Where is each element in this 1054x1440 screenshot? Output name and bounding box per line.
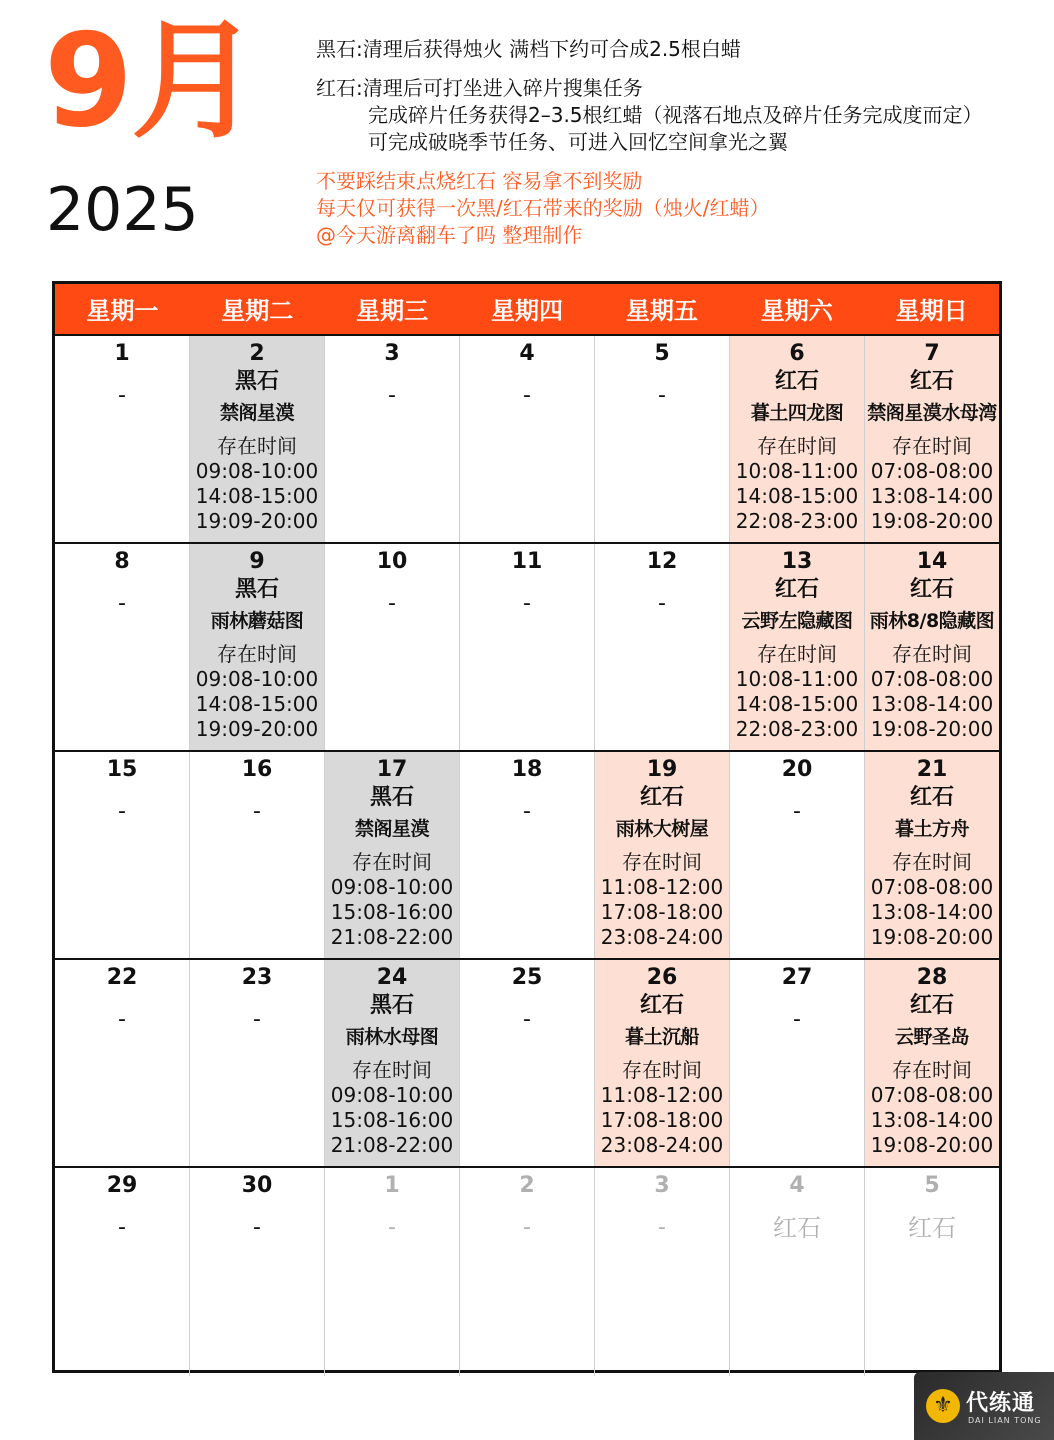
note-warning: 不要踩结束点烧红石 容易拿不到奖励 <box>316 169 643 193</box>
day-number: 29 <box>106 1173 138 1198</box>
day-cell <box>460 752 595 958</box>
time-slot: 07:08-08:00 <box>870 667 994 691</box>
day-cell <box>325 336 460 542</box>
weekday-header-cell: 星期一 <box>86 297 159 325</box>
day-cell <box>595 1168 730 1376</box>
day-number: 12 <box>646 549 678 574</box>
time-slot: 15:08-16:00 <box>330 900 454 924</box>
day-number: 13 <box>781 549 813 574</box>
day-number: 4 <box>789 1173 805 1198</box>
time-label: 存在时间 <box>217 434 297 458</box>
day-number: 20 <box>781 757 813 782</box>
day-cell <box>325 960 460 1166</box>
stone-type: 红石 <box>909 577 954 602</box>
empty-dash: - <box>523 1007 531 1032</box>
time-label: 存在时间 <box>892 434 972 458</box>
time-slot: 22:08-23:00 <box>735 509 859 533</box>
time-slot: 19:09-20:00 <box>195 509 319 533</box>
time-slot: 11:08-12:00 <box>600 875 724 899</box>
time-slot: 13:08-14:00 <box>870 1108 994 1132</box>
time-slot: 13:08-14:00 <box>870 900 994 924</box>
day-number: 5 <box>924 1173 940 1198</box>
time-slot: 13:08-14:00 <box>870 692 994 716</box>
stone-type: 黑石 <box>234 369 279 394</box>
stone-type: 红石 <box>909 993 954 1018</box>
day-number: 1 <box>384 1173 400 1198</box>
empty-dash: - <box>253 799 261 824</box>
empty-dash: - <box>793 1007 801 1032</box>
stone-location: 暮土沉船 <box>624 1026 699 1048</box>
weekday-header <box>55 284 999 336</box>
month-title: 9月 <box>44 7 258 156</box>
time-slot: 09:08-10:00 <box>330 875 454 899</box>
time-slot: 07:08-08:00 <box>870 1083 994 1107</box>
empty-dash: - <box>253 1215 261 1240</box>
day-number: 21 <box>916 757 948 782</box>
empty-dash: - <box>118 1215 126 1240</box>
day-number: 6 <box>789 341 805 366</box>
note-credit: @今天游离翻车了吗 整理制作 <box>316 223 583 247</box>
time-slot: 19:08-20:00 <box>870 1133 994 1157</box>
day-cell <box>595 544 730 750</box>
empty-dash: - <box>118 383 126 408</box>
day-number: 2 <box>249 341 265 366</box>
stone-type: 红石 <box>773 1214 821 1242</box>
time-slot: 10:08-11:00 <box>735 459 859 483</box>
time-slot: 07:08-08:00 <box>870 459 994 483</box>
day-number: 3 <box>384 341 400 366</box>
day-number: 11 <box>511 549 543 574</box>
stone-location: 云野左隐藏图 <box>741 610 853 632</box>
day-number: 22 <box>106 965 138 990</box>
week-row <box>55 960 999 1168</box>
empty-dash: - <box>118 591 126 616</box>
empty-dash: - <box>118 1007 126 1032</box>
stone-type: 红石 <box>639 993 684 1018</box>
day-cell <box>55 960 190 1166</box>
time-slot: 14:08-15:00 <box>735 484 859 508</box>
time-slot: 09:08-10:00 <box>195 667 319 691</box>
note-red-stone-reward: 完成碎片任务获得2–3.5根红蜡（视落石地点及碎片任务完成度而定） <box>368 103 983 127</box>
stone-type: 红石 <box>909 369 954 394</box>
stone-location: 雨林8/8隐藏图 <box>869 610 995 632</box>
day-number: 1 <box>114 341 130 366</box>
calendar-weeks <box>55 336 999 1376</box>
weekday-header-cell: 星期三 <box>356 297 429 325</box>
empty-dash: - <box>118 799 126 824</box>
stone-location: 雨林大树屋 <box>615 818 709 840</box>
day-number: 4 <box>519 341 535 366</box>
empty-dash: - <box>523 1215 531 1240</box>
note-black-stone: 黑石:清理后获得烛火 满档下约可合成2.5根白蜡 <box>316 37 741 61</box>
time-label: 存在时间 <box>892 1058 972 1082</box>
time-label: 存在时间 <box>757 642 837 666</box>
time-slot: 13:08-14:00 <box>870 484 994 508</box>
weekday-header-cell: 星期五 <box>625 297 698 325</box>
time-slot: 14:08-15:00 <box>195 484 319 508</box>
time-label: 存在时间 <box>757 434 837 458</box>
stone-location: 雨林蘑菇图 <box>210 610 304 632</box>
week-row <box>55 336 999 544</box>
time-label: 存在时间 <box>352 1058 432 1082</box>
day-cell <box>865 752 999 958</box>
stone-type: 红石 <box>909 785 954 810</box>
time-slot: 19:09-20:00 <box>195 717 319 741</box>
stone-type: 黑石 <box>369 993 414 1018</box>
time-slot: 23:08-24:00 <box>600 925 724 949</box>
stone-type: 红石 <box>774 369 819 394</box>
day-cell <box>730 960 865 1166</box>
note-daily-limit: 每天仅可获得一次黑/红石带来的奖励（烛火/红蜡） <box>316 196 770 220</box>
time-slot: 22:08-23:00 <box>735 717 859 741</box>
weekday-header-cell: 星期日 <box>895 297 968 325</box>
empty-dash: - <box>658 383 666 408</box>
stone-type: 红石 <box>639 785 684 810</box>
day-number: 7 <box>924 341 940 366</box>
day-cell <box>865 336 999 542</box>
stone-type: 红石 <box>774 577 819 602</box>
empty-dash: - <box>658 591 666 616</box>
notes-panel <box>316 36 983 249</box>
day-cell <box>730 544 865 750</box>
day-cell <box>460 1168 595 1376</box>
week-row <box>55 752 999 960</box>
time-slot: 19:08-20:00 <box>870 717 994 741</box>
time-slot: 17:08-18:00 <box>600 1108 724 1132</box>
day-number: 10 <box>376 549 408 574</box>
time-label: 存在时间 <box>892 850 972 874</box>
day-number: 27 <box>781 965 813 990</box>
year-title: 2025 <box>46 175 199 245</box>
stone-type: 黑石 <box>234 577 279 602</box>
day-number: 28 <box>916 965 948 990</box>
day-number: 30 <box>241 1173 273 1198</box>
day-cell <box>595 960 730 1166</box>
day-number: 18 <box>511 757 543 782</box>
empty-dash: - <box>253 1007 261 1032</box>
empty-dash: - <box>388 383 396 408</box>
time-slot: 10:08-11:00 <box>735 667 859 691</box>
empty-dash: - <box>793 799 801 824</box>
day-number: 23 <box>241 965 273 990</box>
day-number: 25 <box>511 965 543 990</box>
day-cell <box>595 336 730 542</box>
day-number: 14 <box>916 549 948 574</box>
note-red-stone: 红石:清理后可打坐进入碎片搜集任务 <box>316 76 643 100</box>
day-number: 15 <box>106 757 138 782</box>
brand-emblem-icon: ⚜ <box>926 1389 960 1423</box>
stone-location: 暮土四龙图 <box>750 402 844 424</box>
day-cell <box>730 1168 865 1376</box>
time-label: 存在时间 <box>622 1058 702 1082</box>
day-cell <box>460 544 595 750</box>
time-slot: 09:08-10:00 <box>330 1083 454 1107</box>
stone-location: 禁阁星漠水母湾 <box>867 402 997 424</box>
time-slot: 14:08-15:00 <box>735 692 859 716</box>
day-cell <box>190 752 325 958</box>
time-slot: 14:08-15:00 <box>195 692 319 716</box>
empty-dash: - <box>523 383 531 408</box>
day-cell <box>865 544 999 750</box>
day-cell <box>55 1168 190 1376</box>
empty-dash: - <box>388 591 396 616</box>
time-slot: 23:08-24:00 <box>600 1133 724 1157</box>
time-label: 存在时间 <box>622 850 702 874</box>
day-number: 26 <box>646 965 678 990</box>
stone-type: 黑石 <box>369 785 414 810</box>
weekday-header-cell: 星期二 <box>221 297 294 325</box>
stone-location: 雨林水母图 <box>345 1026 439 1048</box>
stone-type: 红石 <box>908 1214 956 1242</box>
week-row <box>55 1168 999 1376</box>
calendar-grid <box>52 281 1002 1373</box>
time-label: 存在时间 <box>892 642 972 666</box>
brand-subtitle: DAI LIAN TONG <box>968 1416 1042 1425</box>
empty-dash: - <box>523 799 531 824</box>
day-cell <box>190 336 325 542</box>
day-cell <box>55 544 190 750</box>
day-cell <box>460 960 595 1166</box>
day-number: 17 <box>376 757 408 782</box>
day-cell <box>325 1168 460 1376</box>
day-cell <box>190 960 325 1166</box>
day-number: 5 <box>654 341 670 366</box>
time-slot: 17:08-18:00 <box>600 900 724 924</box>
day-cell <box>865 960 999 1166</box>
time-slot: 19:08-20:00 <box>870 509 994 533</box>
day-number: 9 <box>249 549 265 574</box>
day-cell <box>190 544 325 750</box>
time-slot: 11:08-12:00 <box>600 1083 724 1107</box>
weekday-header-cell: 星期四 <box>491 297 563 325</box>
time-slot: 19:08-20:00 <box>870 925 994 949</box>
stone-location: 禁阁星漠 <box>354 818 429 840</box>
day-number: 3 <box>654 1173 670 1198</box>
day-cell <box>730 752 865 958</box>
empty-dash: - <box>658 1215 666 1240</box>
note-red-stone-extra: 可完成破晓季节任务、可进入回忆空间拿光之翼 <box>368 130 788 154</box>
day-number: 24 <box>376 965 408 990</box>
time-label: 存在时间 <box>217 642 297 666</box>
day-number: 2 <box>519 1173 535 1198</box>
day-cell <box>595 752 730 958</box>
day-cell <box>460 336 595 542</box>
brand-name: 代练通 <box>966 1391 1036 1416</box>
day-cell <box>865 1168 999 1376</box>
stone-location: 云野圣岛 <box>894 1026 969 1048</box>
day-cell <box>325 544 460 750</box>
stone-location: 禁阁星漠 <box>219 402 294 424</box>
time-slot: 21:08-22:00 <box>330 1133 454 1157</box>
day-cell <box>730 336 865 542</box>
day-cell <box>55 336 190 542</box>
week-row <box>55 544 999 752</box>
day-number: 19 <box>646 757 678 782</box>
time-slot: 07:08-08:00 <box>870 875 994 899</box>
day-cell <box>325 752 460 958</box>
empty-dash: - <box>523 591 531 616</box>
time-slot: 15:08-16:00 <box>330 1108 454 1132</box>
day-number: 16 <box>241 757 273 782</box>
day-cell <box>190 1168 325 1376</box>
stone-location: 暮土方舟 <box>894 818 969 840</box>
empty-dash: - <box>388 1215 396 1240</box>
time-label: 存在时间 <box>352 850 432 874</box>
time-slot: 21:08-22:00 <box>330 925 454 949</box>
weekday-header-cell: 星期六 <box>760 297 833 325</box>
time-slot: 09:08-10:00 <box>195 459 319 483</box>
brand-logo <box>914 1372 1054 1440</box>
day-cell <box>55 752 190 958</box>
day-number: 8 <box>114 549 130 574</box>
